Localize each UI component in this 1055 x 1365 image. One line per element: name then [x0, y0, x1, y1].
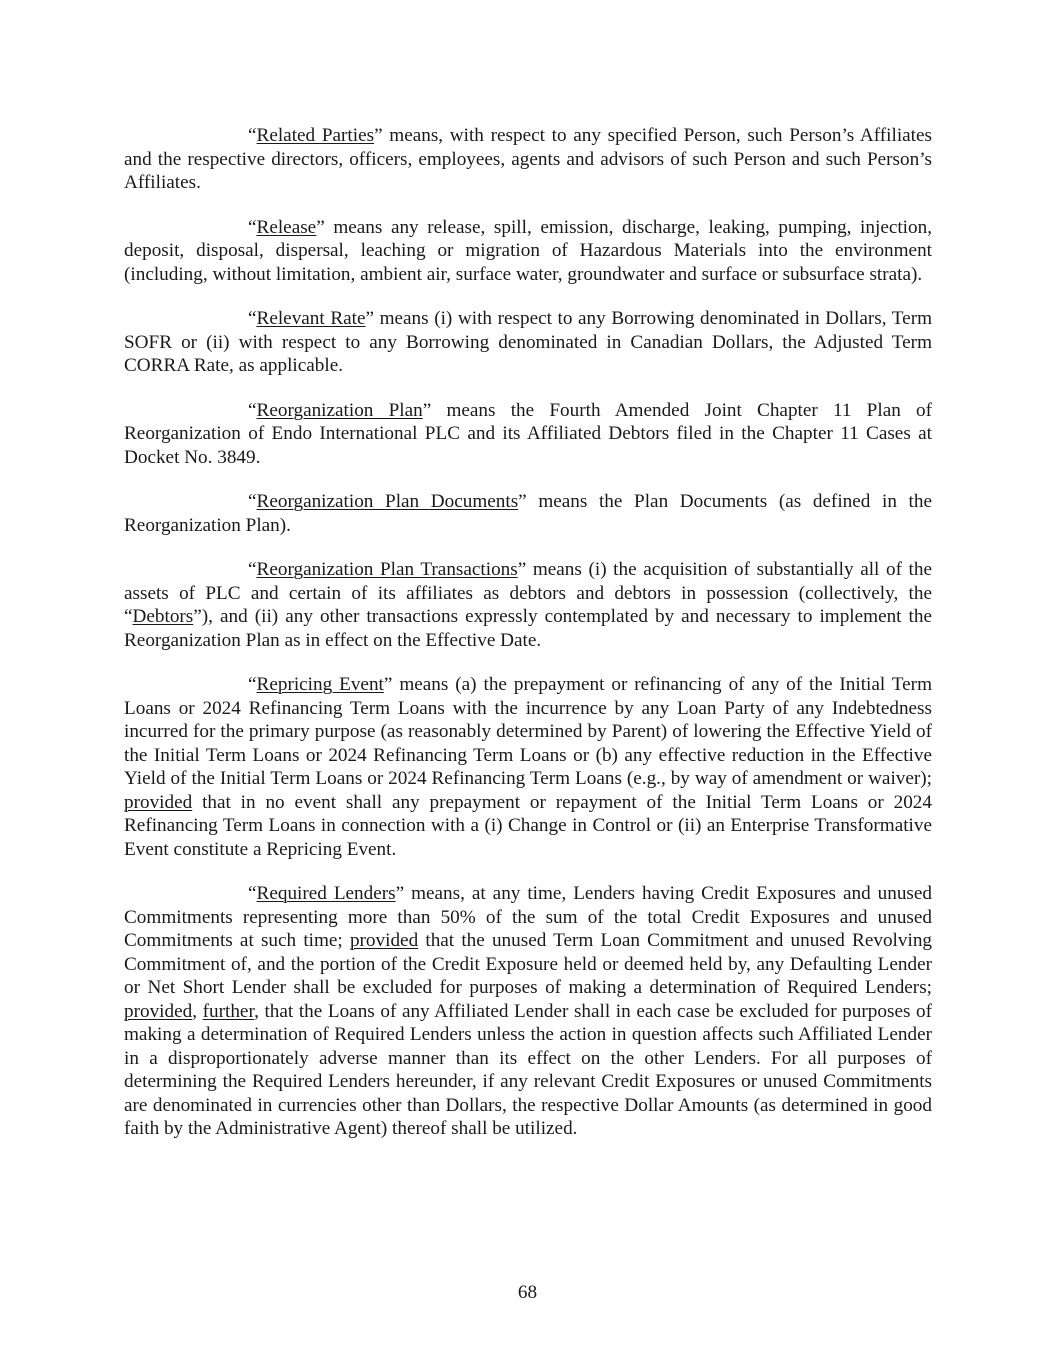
open-quote: “	[248, 883, 257, 904]
definition-required-lenders	[124, 882, 932, 1141]
definition-text: ” means the Fourth Amended Joint Chapter 11 Plan of Reorganization of Endo International PLC and its Affiliated Debtors filed in the Chapter 11 Cases at Docket No. 3849.	[124, 399, 932, 468]
separator: ,	[192, 1000, 203, 1022]
definition-text: ” means any release, spill, emission, discharge, leaking, pumping, injection, deposit, disposal, dispersal, leaching or migration of Hazardous Materials into the environment (including, without limitation, ambient air, surface water, groundwater and surface or subsurface strata).	[124, 216, 932, 285]
open-quote: “	[248, 216, 257, 238]
definition-reorganization-plan	[124, 399, 932, 470]
open-quote: “	[248, 308, 257, 329]
open-quote: “	[248, 674, 257, 695]
definition-text: that the unused Term Loan Commitment and unused Revolving Commitment of, and the portion of the Credit Exposure held or deemed held by, any Defaulting Lender or Net Short Lender shall be excluded for purposes of making a determination of Required Lenders;	[124, 930, 933, 998]
defined-term: Reorganization Plan Transactions	[256, 559, 518, 580]
definition-text: ” means (a) the prepayment or refinancing of any of the Initial Term Loans or 2024 Refinancing Term Loans with the incurrence by any Loan Party of any Indebtedness incurred for the primary purpose (as reasonably determined by Parent) of lowering the Effective Yield of the Initial Term Loans or 2024 Refinancing Term Loans or (b) any effective reduction in the Effective Yield of the Initial Term Loans or 2024 Refinancing Term Loans (e.g., by way of amendment or waiver);	[124, 674, 932, 789]
open-quote: “	[248, 125, 257, 146]
page-number: 68	[517, 1282, 538, 1303]
open-quote: “	[248, 399, 257, 421]
definition-release	[124, 216, 932, 287]
defined-term: Reorganization Plan	[256, 399, 423, 421]
proviso-provided: provided	[124, 1000, 193, 1022]
open-quote: “	[248, 559, 257, 580]
defined-term: Repricing Event	[256, 674, 384, 695]
proviso-provided: provided	[349, 930, 419, 951]
defined-term: Relevant Rate	[256, 308, 366, 329]
definition-repricing-event	[124, 673, 932, 861]
definition-text: that in no event shall any prepayment or repayment of the Initial Term Loans or 2024 Refinancing Term Loans in connection with a (i) Change in Control or (ii) an Enterprise Transformative Event constitute a Repricing Event.	[124, 791, 932, 860]
defined-term: Release	[256, 216, 317, 238]
definition-text: ” means (i) with respect to any Borrowing denominated in Dollars, Term SOFR or (ii) with respect to any Borrowing denominated in Canadian Dollars, the Adjusted Term CORRA Rate, as applicable.	[124, 308, 933, 376]
proviso-further: further	[202, 1000, 255, 1022]
definition-text: ” means, with respect to any specified Person, such Person’s Affiliates and the respective directors, officers, employees, agents and advisors of such Person and such Person’s Affiliates.	[124, 125, 932, 193]
definition-text: , that the Loans of any Affiliated Lender shall in each case be excluded for purposes of making a determination of Required Lenders unless the action in question affects such Affiliated Lender in a disproportionately adverse manner than its effect on the other Lenders. For all purposes of determining the Required Lenders hereunder, if any relevant Credit Exposures or unused Commitments are denominated in currencies other than Dollars, the respective Dollar Amounts (as determined in good faith by the Administrative Agent) thereof shall be utilized.	[124, 1000, 933, 1139]
definition-relevant-rate	[124, 307, 932, 378]
definition-reorganization-plan-transactions	[124, 558, 932, 652]
definition-reorganization-plan-documents	[124, 490, 932, 537]
definition-text: ” means (i) the acquisition of substantially all of the assets of PLC and certain of its affiliates as debtors and debtors in possession (collectively, the “	[124, 559, 932, 627]
defined-term: Required Lenders	[256, 883, 396, 904]
definition-text: ” means the Plan Documents (as defined in the Reorganization Plan).	[124, 491, 932, 536]
document-page	[124, 124, 932, 1162]
definition-text: ”), and (ii) any other transactions expressly contemplated by and necessary to implement the Reorganization Plan as in effect on the Effective Date.	[124, 606, 932, 651]
definition-related-parties	[124, 124, 932, 195]
open-quote: “	[248, 491, 257, 512]
defined-term-debtors: Debtors	[132, 606, 194, 627]
proviso-provided: provided	[124, 791, 193, 813]
definition-text: ” means, at any time, Lenders having Credit Exposures and unused Commitments representing more than 50% of the sum of the total Credit Exposures and unused Commitments at such time;	[124, 883, 932, 951]
defined-term: Related Parties	[256, 125, 375, 146]
defined-term: Reorganization Plan Documents	[256, 491, 519, 512]
